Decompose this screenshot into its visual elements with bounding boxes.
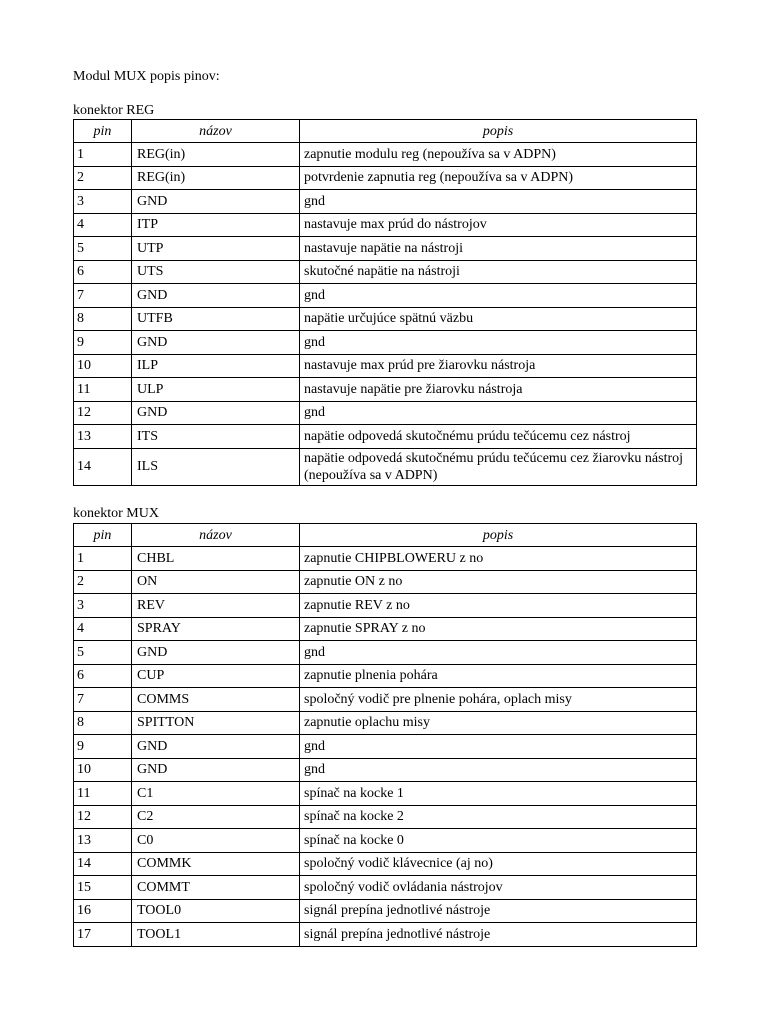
pin-name-cell: ULP bbox=[132, 378, 300, 402]
pin-name-cell: CHBL bbox=[132, 547, 300, 571]
pin-name-cell: REG(in) bbox=[132, 143, 300, 167]
pin-name-cell: TOOL0 bbox=[132, 899, 300, 923]
pin-description-cell: spínač na kocke 1 bbox=[300, 782, 697, 806]
pin-name-cell: SPITTON bbox=[132, 711, 300, 735]
table-row bbox=[74, 401, 697, 425]
table-row bbox=[74, 688, 697, 712]
table-row bbox=[74, 876, 697, 900]
pin-description-cell: nastavuje napätie na nástroji bbox=[300, 237, 697, 261]
pin-number-cell: 14 bbox=[74, 448, 132, 485]
pin-description-cell: zapnutie REV z no bbox=[300, 594, 697, 618]
pin-description-cell: spínač na kocke 2 bbox=[300, 805, 697, 829]
table-row bbox=[74, 829, 697, 853]
table-row bbox=[74, 805, 697, 829]
pin-number-cell: 6 bbox=[74, 664, 132, 688]
table-row bbox=[74, 237, 697, 261]
column-header-desc: popis bbox=[300, 120, 697, 143]
pin-number-cell: 1 bbox=[74, 143, 132, 167]
pin-description-cell: zapnutie CHIPBLOWERU z no bbox=[300, 547, 697, 571]
table-row bbox=[74, 190, 697, 214]
table-row bbox=[74, 923, 697, 947]
pin-description-cell: zapnutie SPRAY z no bbox=[300, 617, 697, 641]
pin-description-cell: gnd bbox=[300, 190, 697, 214]
pin-number-cell: 4 bbox=[74, 213, 132, 237]
pin-name-cell: ILP bbox=[132, 354, 300, 378]
pin-name-cell: COMMK bbox=[132, 852, 300, 876]
pin-number-cell: 2 bbox=[74, 570, 132, 594]
table-row bbox=[74, 617, 697, 641]
pin-number-cell: 13 bbox=[74, 425, 132, 449]
pin-number-cell: 9 bbox=[74, 331, 132, 355]
pin-number-cell: 15 bbox=[74, 876, 132, 900]
pin-name-cell: UTP bbox=[132, 237, 300, 261]
pin-name-cell: C1 bbox=[132, 782, 300, 806]
pin-description-cell: gnd bbox=[300, 641, 697, 665]
pin-number-cell: 5 bbox=[74, 237, 132, 261]
pin-description-cell: napätie odpovedá skutočnému prúdu tečúcemu cez žiarovku nástroj (nepoužíva sa v ADPN) bbox=[300, 448, 697, 485]
pin-name-cell: CUP bbox=[132, 664, 300, 688]
table-row bbox=[74, 143, 697, 167]
pin-number-cell: 11 bbox=[74, 782, 132, 806]
table-header-row bbox=[74, 524, 697, 547]
pin-number-cell: 11 bbox=[74, 378, 132, 402]
pin-name-cell: ITP bbox=[132, 213, 300, 237]
pin-number-cell: 8 bbox=[74, 307, 132, 331]
table-row bbox=[74, 378, 697, 402]
pin-number-cell: 14 bbox=[74, 852, 132, 876]
table-row bbox=[74, 570, 697, 594]
pin-number-cell: 16 bbox=[74, 899, 132, 923]
pin-description-cell: gnd bbox=[300, 401, 697, 425]
pin-name-cell: GND bbox=[132, 190, 300, 214]
reg-table-body bbox=[74, 143, 697, 486]
pin-name-cell: ON bbox=[132, 570, 300, 594]
pin-number-cell: 9 bbox=[74, 735, 132, 759]
pin-number-cell: 4 bbox=[74, 617, 132, 641]
pin-name-cell: C0 bbox=[132, 829, 300, 853]
pin-description-cell: zapnutie plnenia pohára bbox=[300, 664, 697, 688]
pin-description-cell: nastavuje napätie pre žiarovku nástroja bbox=[300, 378, 697, 402]
pin-number-cell: 12 bbox=[74, 805, 132, 829]
pin-description-cell: skutočné napätie na nástroji bbox=[300, 260, 697, 284]
pin-number-cell: 3 bbox=[74, 190, 132, 214]
table-row bbox=[74, 899, 697, 923]
table-header-row bbox=[74, 120, 697, 143]
pin-description-cell: spínač na kocke 0 bbox=[300, 829, 697, 853]
pin-description-cell: spoločný vodič klávecnice (aj no) bbox=[300, 852, 697, 876]
pin-description-cell: spoločný vodič ovládania nástrojov bbox=[300, 876, 697, 900]
pin-description-cell: gnd bbox=[300, 758, 697, 782]
column-header-desc: popis bbox=[300, 524, 697, 547]
pin-description-cell: signál prepína jednotlivé nástroje bbox=[300, 899, 697, 923]
pin-description-cell: nastavuje max prúd pre žiarovku nástroja bbox=[300, 354, 697, 378]
pin-number-cell: 17 bbox=[74, 923, 132, 947]
pin-number-cell: 1 bbox=[74, 547, 132, 571]
pin-description-cell: napätie odpovedá skutočnému prúdu tečúcemu cez nástroj bbox=[300, 425, 697, 449]
pin-number-cell: 2 bbox=[74, 166, 132, 190]
pin-description-cell: zapnutie ON z no bbox=[300, 570, 697, 594]
table-row bbox=[74, 448, 697, 485]
pin-number-cell: 10 bbox=[74, 758, 132, 782]
pin-name-cell: SPRAY bbox=[132, 617, 300, 641]
reg-connector-table bbox=[73, 119, 697, 486]
pin-description-cell: signál prepína jednotlivé nástroje bbox=[300, 923, 697, 947]
table-row bbox=[74, 166, 697, 190]
mux-connector-table bbox=[73, 523, 697, 947]
pin-number-cell: 3 bbox=[74, 594, 132, 618]
pin-name-cell: UTS bbox=[132, 260, 300, 284]
table-row bbox=[74, 641, 697, 665]
table-row bbox=[74, 547, 697, 571]
pin-description-cell: gnd bbox=[300, 331, 697, 355]
pin-description-cell: spoločný vodič pre plnenie pohára, oplach misy bbox=[300, 688, 697, 712]
mux-table-body bbox=[74, 547, 697, 947]
table-row bbox=[74, 260, 697, 284]
pin-number-cell: 10 bbox=[74, 354, 132, 378]
pin-number-cell: 8 bbox=[74, 711, 132, 735]
pin-description-cell: zapnutie oplachu misy bbox=[300, 711, 697, 735]
table-row bbox=[74, 354, 697, 378]
pin-name-cell: TOOL1 bbox=[132, 923, 300, 947]
pin-name-cell: REG(in) bbox=[132, 166, 300, 190]
column-header-pin: pin bbox=[74, 120, 132, 143]
pin-name-cell: COMMT bbox=[132, 876, 300, 900]
document-title: Modul MUX popis pinov: bbox=[73, 69, 220, 84]
pin-name-cell: REV bbox=[132, 594, 300, 618]
table-row bbox=[74, 711, 697, 735]
column-header-name: názov bbox=[132, 120, 300, 143]
pin-name-cell: UTFB bbox=[132, 307, 300, 331]
table-row bbox=[74, 213, 697, 237]
pin-description-cell: gnd bbox=[300, 735, 697, 759]
section-label-reg: konektor REG bbox=[73, 103, 155, 118]
pin-name-cell: GND bbox=[132, 735, 300, 759]
pin-number-cell: 7 bbox=[74, 688, 132, 712]
table-row bbox=[74, 331, 697, 355]
table-row bbox=[74, 852, 697, 876]
table-row bbox=[74, 307, 697, 331]
pin-name-cell: GND bbox=[132, 641, 300, 665]
pin-number-cell: 12 bbox=[74, 401, 132, 425]
pin-description-cell: zapnutie modulu reg (nepoužíva sa v ADPN) bbox=[300, 143, 697, 167]
pin-description-cell: gnd bbox=[300, 284, 697, 308]
table-row bbox=[74, 284, 697, 308]
pin-description-cell: napätie určujúce spätnú väzbu bbox=[300, 307, 697, 331]
pin-name-cell: GND bbox=[132, 284, 300, 308]
pin-description-cell: potvrdenie zapnutia reg (nepoužíva sa v ADPN) bbox=[300, 166, 697, 190]
table-row bbox=[74, 758, 697, 782]
column-header-pin: pin bbox=[74, 524, 132, 547]
table-row bbox=[74, 782, 697, 806]
table-row bbox=[74, 735, 697, 759]
table-row bbox=[74, 664, 697, 688]
pin-name-cell: ITS bbox=[132, 425, 300, 449]
pin-description-cell: nastavuje max prúd do nástrojov bbox=[300, 213, 697, 237]
pin-number-cell: 7 bbox=[74, 284, 132, 308]
pin-name-cell: COMMS bbox=[132, 688, 300, 712]
section-label-mux: konektor MUX bbox=[73, 506, 159, 521]
pin-name-cell: ILS bbox=[132, 448, 300, 485]
pin-number-cell: 5 bbox=[74, 641, 132, 665]
pin-number-cell: 13 bbox=[74, 829, 132, 853]
pin-name-cell: GND bbox=[132, 401, 300, 425]
table-row bbox=[74, 425, 697, 449]
table-row bbox=[74, 594, 697, 618]
pin-name-cell: GND bbox=[132, 758, 300, 782]
pin-name-cell: C2 bbox=[132, 805, 300, 829]
pin-number-cell: 6 bbox=[74, 260, 132, 284]
column-header-name: názov bbox=[132, 524, 300, 547]
pin-name-cell: GND bbox=[132, 331, 300, 355]
